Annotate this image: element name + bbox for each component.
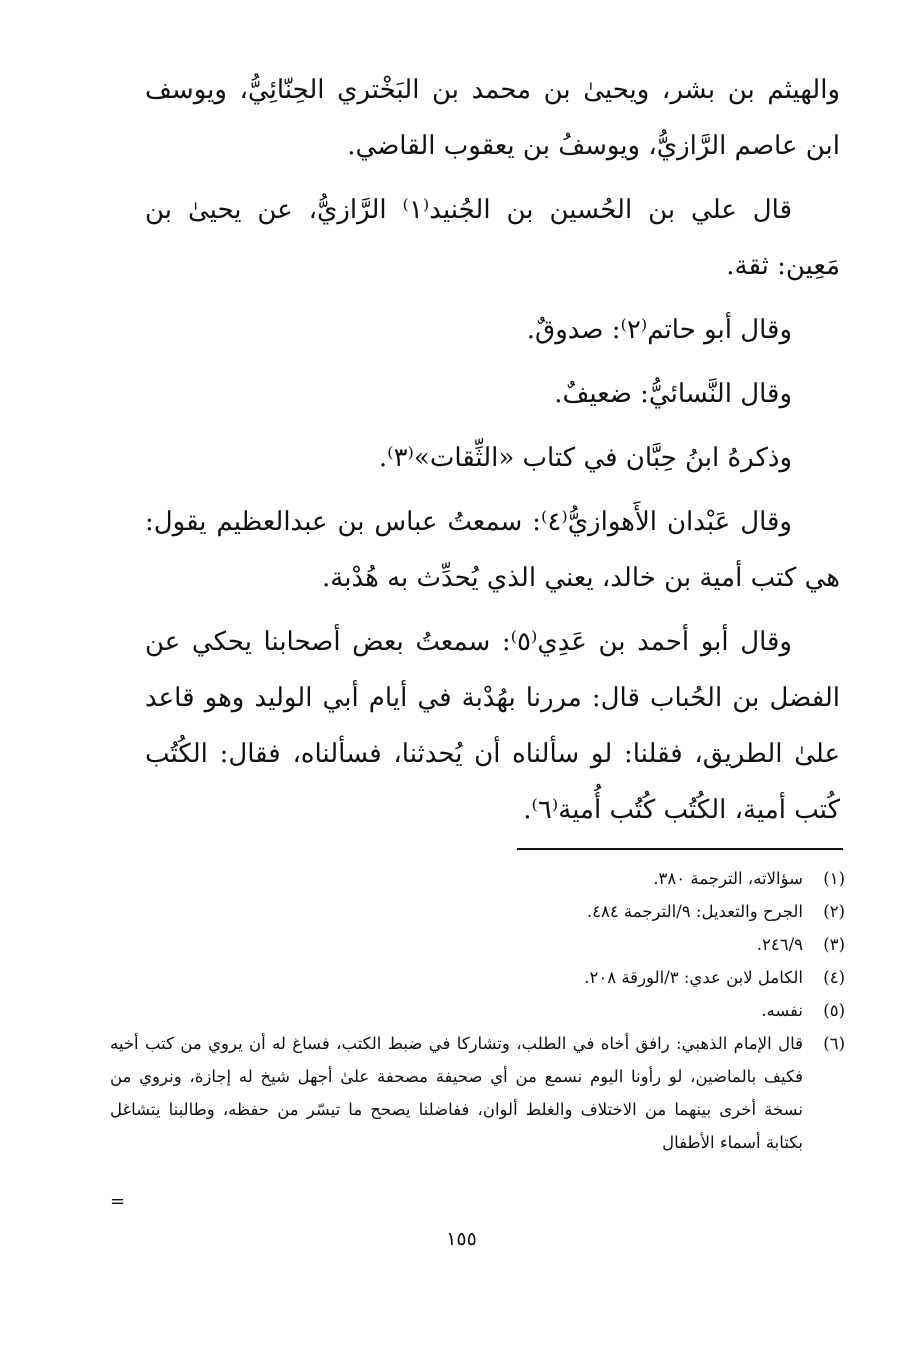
main-text (145, 62, 840, 846)
footnote-5 (110, 994, 845, 1027)
footnote-text: سؤالاته، الترجمة ٣٨٠. (653, 869, 803, 888)
paragraph-6: وقال عَبْدان الأَهوازيُّ⁽٤⁾: سمعتُ عباس بن عبدالعظيم يقول: هي كتب أمية بن خالد، يعني الذي يُحدِّث به هُدْبة. (145, 507, 840, 593)
footnote-text: الكامل لابن عدي: ٣/الورقة ٢٠٨. (584, 968, 803, 987)
footnote-divider (517, 848, 843, 850)
footnote-number: (٢) (823, 902, 845, 921)
paragraph-7: وقال أبو أحمد بن عَدِي⁽٥⁾: سمعتُ بعض أصحابنا يحكي عن الفضل بن الحُباب قال: مررنا بهُدْبة في أيام أبي الوليد وهو قاعد علىٰ الطريق، فقلنا: لو سألناه أن يُحدثنا، فسألناه، فقال: الكُتُب كُتب أمية، الكُتُب كُتُب أُمية⁽٦⁾. (145, 627, 840, 825)
footnotes (110, 862, 845, 1159)
paragraph-2: قال علي بن الحُسين بن الجُنيد⁽١⁾ الرَّازيُّ، عن يحيىٰ بن مَعِين: ثقة. (145, 195, 840, 281)
footnote-text: نفسه. (761, 1001, 803, 1020)
footnote-number: (٣) (823, 935, 845, 954)
footnote-text: ٢٤٦/٩. (756, 935, 803, 954)
footnote-number: (١) (823, 869, 845, 888)
footnote-6 (110, 1027, 845, 1159)
paragraph-5: وذكرهُ ابنُ حِبَّان في كتاب «الثِّقات»⁽٣⁾. (378, 443, 792, 473)
footnote-number: (٤) (823, 968, 845, 987)
footnote-3 (110, 928, 845, 961)
page-number: ١٥٥ (446, 1228, 477, 1250)
paragraph-1: والهيثم بن بشر، ويحيىٰ بن محمد بن البَخْتري الحِنّائِيُّ، ويوسف ابن عاصم الرَّازيُّ، ويوسفُ بن يعقوب القاضي. (145, 75, 840, 161)
footnote-4 (110, 961, 845, 994)
continuation-mark: = (110, 1191, 126, 1212)
footnote-number: (٦) (823, 1034, 845, 1053)
footnote-2 (110, 895, 845, 928)
footnote-number: (٥) (823, 1001, 845, 1020)
paragraph-3: وقال أبو حاتم⁽٢⁾: صدوقٌ. (526, 315, 792, 345)
footnote-1 (110, 862, 845, 895)
footnote-text: الجرح والتعديل: ٩/الترجمة ٤٨٤. (586, 902, 803, 921)
paragraph-4: وقال النَّسائيُّ: ضعيفٌ. (554, 379, 792, 409)
footnote-text: قال الإمام الذهبي: رافق أخاه في الطلب، وتشاركا في ضبط الكتب، فساغ له أن يروي من كتب أخيه فكيف بالماضين، لو رأونا اليوم نسمع من أي صحيفة مصحفة علىٰ أجهل شيخ له إجازة، ونروي من نسخة أخرى بينهما من الاختلاف والغلط ألوان، ففاضلنا يصحح ما تيسّر من حفظه، وطالبنا يتشاغل بكتابة أسماء الأطفال (110, 1034, 803, 1152)
